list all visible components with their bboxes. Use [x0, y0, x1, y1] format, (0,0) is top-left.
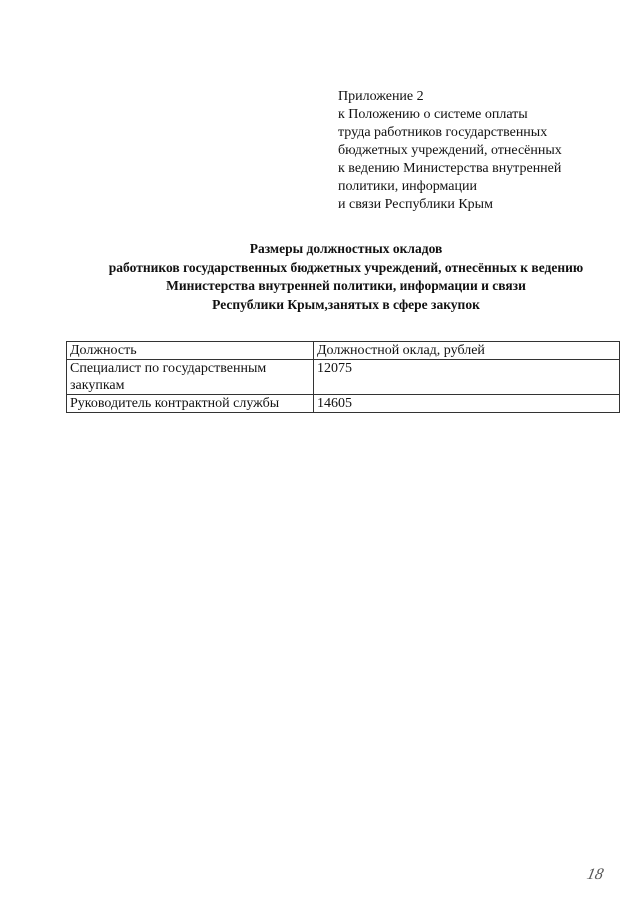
document-title: [40, 240, 640, 314]
table-row: [67, 360, 620, 395]
salary-cell: 14605: [314, 395, 620, 413]
appendix-line: и связи Республики Крым: [338, 197, 493, 212]
appendix-line: труда работников государственных: [338, 125, 548, 140]
title-line: Министерства внутренней политики, информации и связи: [166, 278, 526, 293]
appendix-line: к ведению Министерства внутренней: [338, 161, 562, 176]
header-position: Должность: [67, 342, 314, 360]
title-line: Республики Крым,занятых в сфере закупок: [212, 296, 480, 312]
appendix-line: политики, информации: [338, 179, 477, 194]
table-row: [67, 395, 620, 413]
table-header-row: [67, 342, 620, 360]
title-line: Размеры должностных окладов: [249, 241, 443, 256]
appendix-line: к Положению о системе оплаты: [338, 107, 528, 122]
salary-table: [66, 341, 620, 413]
appendix-line: Приложение 2: [338, 89, 424, 104]
salary-cell: 12075: [314, 360, 620, 395]
appendix-line: бюджетных учреждений, отнесённых: [338, 143, 562, 158]
position-cell: Руководитель контрактной службы: [67, 395, 314, 413]
header-salary: Должностной оклад, рублей: [314, 342, 620, 360]
handwritten-page-number: 18: [585, 866, 605, 883]
position-cell: Специалист по государственным закупкам: [67, 360, 314, 395]
appendix-header: [338, 88, 562, 214]
title-line: работников государственных бюджетных учреждений, отнесённых к ведению: [108, 259, 584, 275]
